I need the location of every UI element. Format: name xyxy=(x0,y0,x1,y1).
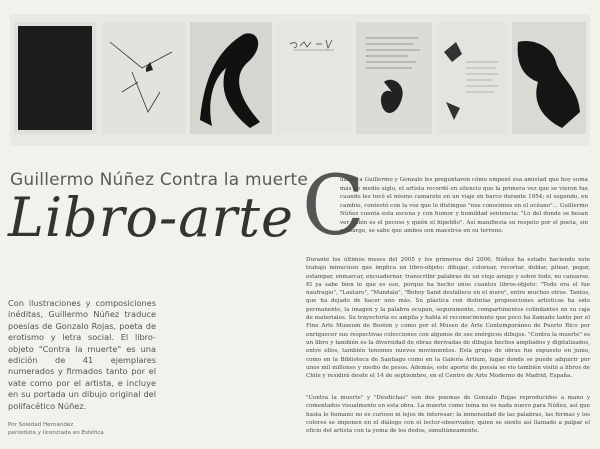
intro-paragraph: Con ilustraciones y composiciones inéditas, Guillermo Núñez traduce poesías de Gonzalo Rojas, poeta de erotismo y letra social. El libro-objeto "Contra la muerte" es una edición de 41 ejemplares numerados y firmados tanto por el vate como por el artista, e incluye en su portada un dibujo original del polifacético Núñez. xyxy=(8,298,156,411)
artwork-panel-1 xyxy=(14,22,96,134)
byline-role: periodista y licenciada en Estética xyxy=(8,429,104,436)
body-paragraph-1: uando a Guillermo y Gonzalo les preguntaron cómo empezó esa amistad que hoy suma más de medio siglo, el artista recordó en silencio que la primera vez que se vieron fue cuando les tocó el mismo camarote en un viaje en barco durante 1954; el segundo, en cambio, contestó con la voz que lo distingue "nos conocimos en el océano"... Guillermo Núñez cuenta esta escena y con humor y humildad sentencia: "Lo del donde se besan ver quién es el pecoso y quién el hipeliño". Así manifiesta su respeto por el poeta, sin embargo, se sabe que ambos son maestros en su terreno. xyxy=(340,177,588,234)
artwork-panel-2 xyxy=(102,22,186,134)
byline-author: Por Soledad Hernández xyxy=(8,422,74,428)
drop-cap: C xyxy=(302,159,365,254)
poem-page-artwork xyxy=(436,22,508,134)
sketch-artwork xyxy=(102,22,186,134)
black-block-artwork xyxy=(14,22,96,134)
artwork-panel-5 xyxy=(356,22,432,134)
byline xyxy=(8,422,104,437)
article-subtitle: Guillermo Núñez Contra la muerte xyxy=(10,170,309,190)
artwork-panel-7 xyxy=(512,22,586,134)
artwork-panel-6 xyxy=(436,22,508,134)
article-title: Libro-arte xyxy=(8,186,294,249)
handwritten-title-artwork xyxy=(276,22,352,134)
black-shape-artwork xyxy=(512,22,586,134)
body-paragraph-2: Durante los últimos meses del 2005 y los primeros del 2006, Núñez ha estado haciendo este trabajo minucioso que implica un libro-objeto: dibujar, colorear, recortar, doblar, pitear, pegar, estampar, enmarcar, encuadernar, transcribir palabras de un viejo amigo y sobre todo, no cansarse. El ya sabe bien lo que es eso, porque ha hecho unos cuantos libros-objeto: "Todo era el fue naufragio", "Lautaro", "Mandala", "Boboy Sand desfallece en el muro", entre muchos otros. Tantos, que ha dejado de hacer uno más. Su plástica con distintas proposiciones artísticas ha sido permanente, la imagen y la palabra ocupan, seguramente, compartimentos colindantes en su caja de materiales. Su trayectoria es amplia y habla el reconocimiento que poco ha llamado tanto por el Fine Arts Museum de Boston y como por el Museo de Arte Contemporáneo de Puerto Rico por enriquecer sus respectivas colecciones con algunos de sus enérgicos dibujos. "Contra la muerte" es un libro y también es la diversidad de obras derivadas de dibujos hechos ampliados y digitalizados, entre ellos, también tenemos nuevos movimientos. Esta grupo de obras fue expuesto en junio, como en la Biblioteca de Santiago como en la Galería Artium, lugar donde se puede adquirir por unos mil millones y medio de pesos. Además, este aporte de poesía se vio también visitó a libros de Chile y residirá desde el 14 de septiembre, en el Centro de Arte Moderno de Madrid, España. xyxy=(306,257,590,380)
brush-stroke-artwork xyxy=(190,22,272,134)
body-paragraph-3: "Contra la muerte" y "Desdichas" son dos poemas de Gonzalo Rojas reproducidos a mano y comentados visualmente en esta obra. La muerte como tema no es nada nuevo para Núñez, así que hasta lo humano no es curioso ni lejos de interesar; la inmensidad de las palabras, las formas y los colores se imponen en el diálogo con el lector-observador, quien se siente así llamado a palpar el oficio del artista con la yema de los dedos, simultáneamente. xyxy=(306,395,590,435)
text-page-artwork xyxy=(356,22,432,134)
artwork-strip xyxy=(10,14,590,146)
artwork-panel-4 xyxy=(276,22,352,134)
artwork-panel-3 xyxy=(190,22,272,134)
